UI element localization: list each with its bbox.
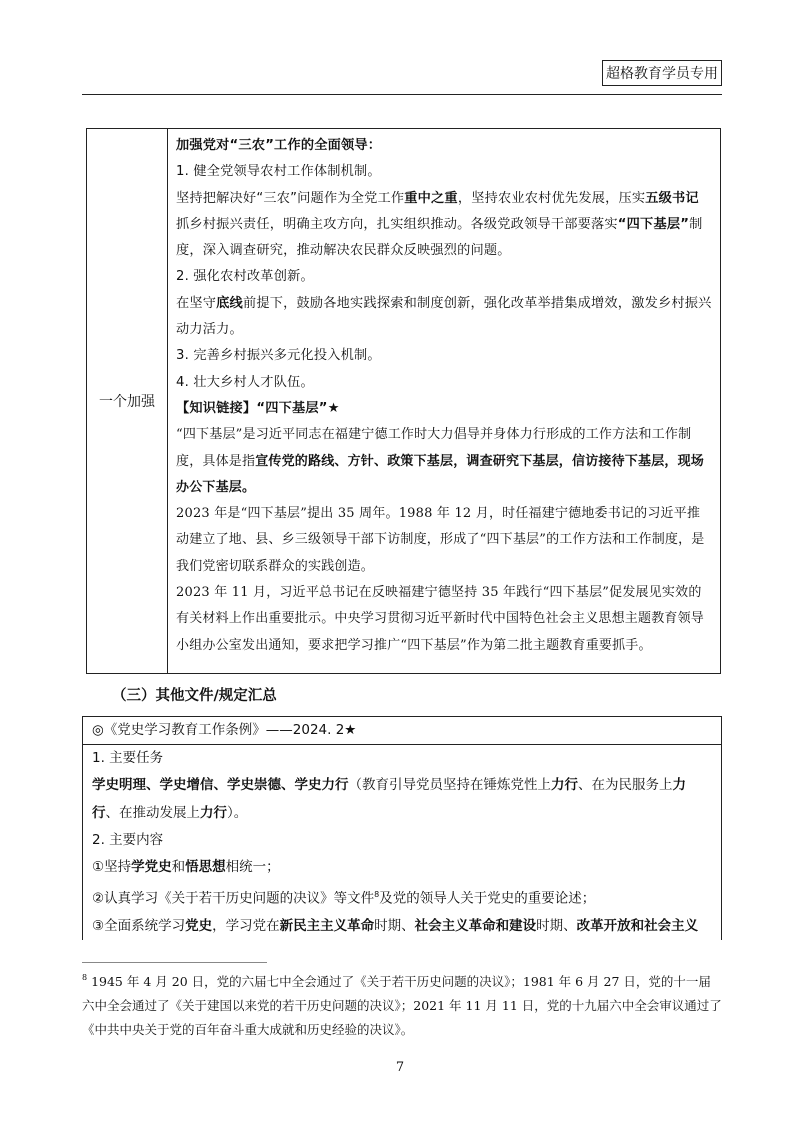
section-heading: 加强党对“三农”工作的全面领导： (176, 138, 382, 153)
knowledge-link-title: 【知识链接】“四下基层”★ (176, 400, 340, 416)
footnote (82, 966, 722, 1042)
footnote-ref[interactable]: 8 (374, 890, 380, 900)
header-rule (82, 94, 722, 95)
regulation-content (83, 745, 721, 941)
knowledge-paragraph: 2023 年 11 月，习近平总书记在反映福建宁德坚持 35 年践行“四下基层”促发展见实效的有关材料上作出重要批示。中央学习贯彻习近平新时代中国特色社会主义思想主题教育领导小组办公室发出通知，要求把学习推广“四下基层”作为第二批主题教育重要抓手。 (176, 585, 705, 653)
footnote-text: 1945 年 4 月 20 日，党的六届七中全会通过了《关于若干历史问题的决议》；1981 年 6 月 27 日，党的十一届六中全会通过了《关于建国以来党的若干历史问题的决议》；2021 年 11 月 11 日，党的十九届六中全会审议通过了《中共中央关于党的百年奋斗重大成就和历史经验的决议》。 (82, 974, 722, 1037)
page-number: 7 (395, 1060, 405, 1075)
section-title: （三）其他文件/规定汇总 (112, 688, 277, 704)
knowledge-paragraph: 2023 年是“四下基层”提出 35 周年。1988 年 12 月，时任福建宁德地委书记的习近平推动建立了地、县、乡三级领导干部下访制度，形成了“四下基层”的工作方法和工作制度，是我们党密切联系群众的实践创造。 (176, 506, 705, 574)
paragraph: 在坚守底线前提下，鼓励各地实践探索和制度创新，强化改革举措集成增效，激发乡村振兴动力活力。 (176, 295, 712, 338)
subsection-title: 1. 主要任务 (92, 750, 164, 766)
item-title: 4. 壮大乡村人才队伍。 (176, 374, 314, 390)
list-item: ③全面系统学习党史，学习党在新民主主义革命时期、社会主义革命和建设时期、改革开放和社会主义 (92, 918, 699, 935)
footnote-marker: 8 (82, 973, 88, 982)
table-row-label: 一个加强 (87, 129, 168, 673)
list-item: ②认真学习《关于若干历史问题的决议》等文件$^8$及党的领导人关于党史的重要论述； (92, 890, 596, 907)
header-badge: 超格教育学员专用 (602, 60, 722, 86)
regulation-title: ◎《党史学习教育工作条例》——2024. 2★ (83, 717, 721, 745)
knowledge-paragraph: “四下基层”是习近平同志在福建宁德工作时大力倡导并身体力行形成的工作方法和工作制度，具体是指宣传党的路线、方针、政策下基层，调查研究下基层，信访接待下基层，现场办公下基层。 (176, 427, 705, 495)
paragraph: 坚持把解决好“三农”问题作为全党工作重中之重，坚持农业农村优先发展，压实五级书记抓乡村振兴责任，明确主攻方向，扎实组织推动。各级党政领导干部要落实“四下基层”制度，深入调查研究，推动解决农民群众反映强烈的问题。 (176, 190, 703, 259)
subsection-title: 2. 主要内容 (92, 831, 164, 848)
regulation-box (82, 716, 722, 940)
table-row-content (168, 129, 720, 673)
item-title: 1. 健全党领导农村工作体制机制。 (176, 164, 381, 180)
item-title: 3. 完善乡村振兴多元化投入机制。 (176, 348, 381, 364)
list-item: ①坚持学党史和悟思想相统一； (92, 859, 280, 876)
policy-table (86, 128, 721, 674)
item-title: 2. 强化农村改革创新。 (176, 269, 314, 285)
paragraph: 学史明理、学史增信、学史崇德、学史力行（教育引导党员坚持在锤炼党性上力行、在为民服务上力行、在推动发展上力行）。 (92, 777, 686, 821)
footnote-rule (82, 962, 267, 963)
